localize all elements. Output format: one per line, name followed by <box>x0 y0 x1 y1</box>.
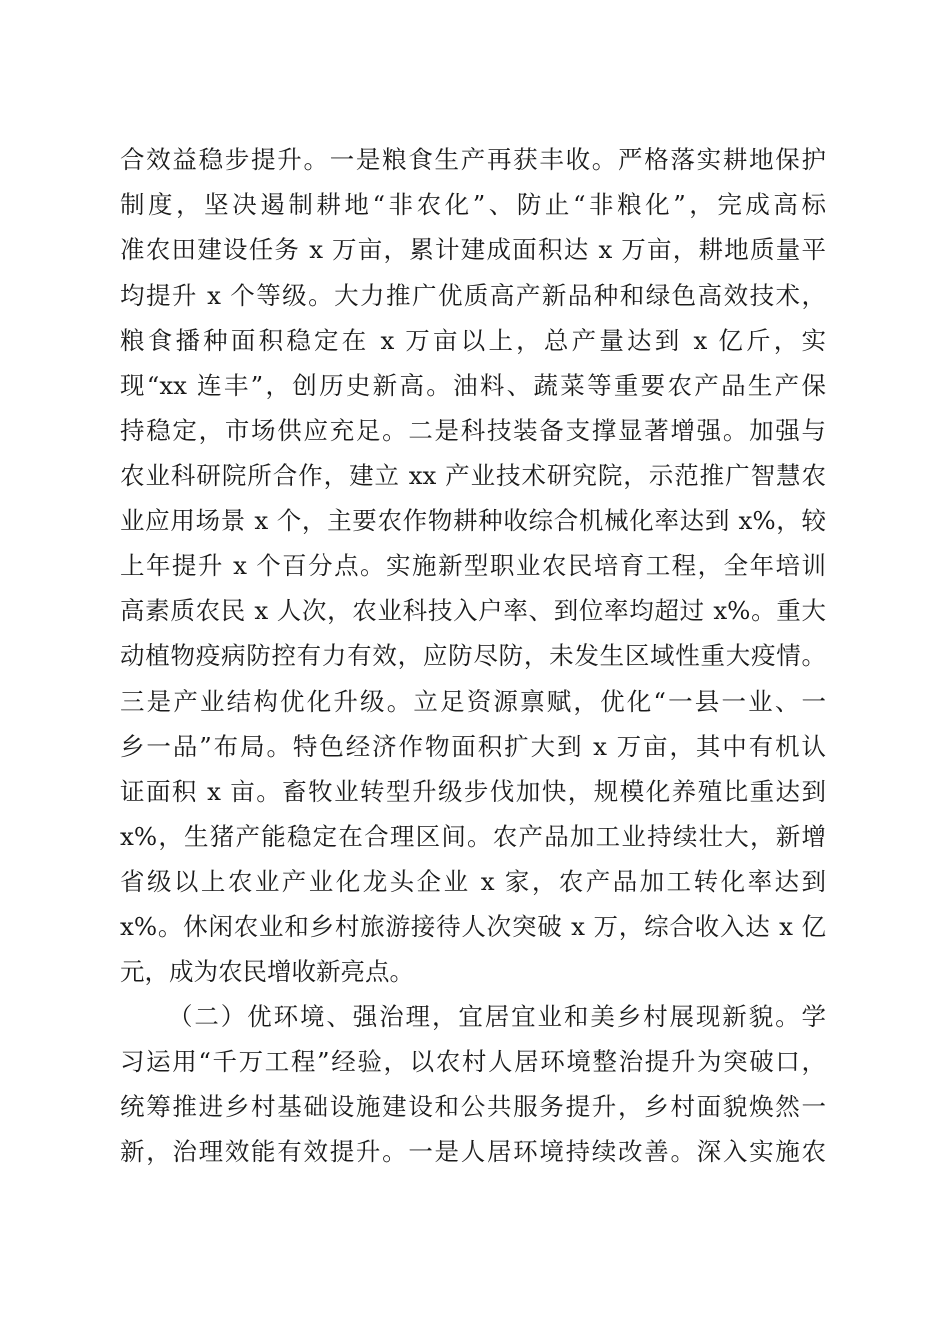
text-line: 新，治理效能有效提升。一是人居环境持续改善。深入实施农 <box>120 1137 826 1166</box>
text-line: 省级以上农业产业化龙头企业 x 家，农产品加工转化率达到 <box>120 867 826 896</box>
text-line: 动植物疫病防控有力有效，应防尽防，未发生区域性重大疫情。 <box>120 641 826 670</box>
section-heading-line: （二）优环境、强治理，宜居宜业和美乡村展现新貌。学 <box>168 1002 826 1031</box>
text-line: 三是产业结构优化升级。立足资源禀赋，优化“一县一业、一 <box>120 687 826 716</box>
text-line: x%。休闲农业和乡村旅游接待人次突破 x 万，综合收入达 x 亿 <box>120 912 826 941</box>
text-line: x%，生猪产能稳定在合理区间。农产品加工业持续壮大，新增 <box>120 822 826 851</box>
text-line: 元，成为农民增收新亮点。 <box>120 957 414 986</box>
text-line: 上年提升 x 个百分点。实施新型职业农民培育工程，全年培训 <box>120 551 826 580</box>
text-line: 制度，坚决遏制耕地“非农化”、防止“非粮化”，完成高标 <box>120 190 826 219</box>
text-line: 农业科研院所合作，建立 xx 产业技术研究院，示范推广智慧农 <box>120 461 826 490</box>
text-line: 习运用“千万工程”经验，以农村人居环境整治提升为突破口， <box>120 1047 826 1076</box>
text-line: 统筹推进乡村基础设施建设和公共服务提升，乡村面貌焕然一 <box>120 1092 826 1121</box>
text-line: 现“xx 连丰”，创历史新高。油料、蔬菜等重要农产品生产保 <box>120 371 826 400</box>
text-line: 准农田建设任务 x 万亩，累计建成面积达 x 万亩，耕地质量平 <box>120 235 826 264</box>
text-line: 乡一品”布局。特色经济作物面积扩大到 x 万亩，其中有机认 <box>120 732 826 761</box>
text-line: 业应用场景 x 个，主要农作物耕种收综合机械化率达到 x%，较 <box>120 506 826 535</box>
text-line: 粮食播种面积稳定在 x 万亩以上，总产量达到 x 亿斤，实 <box>120 326 826 355</box>
text-line: 持稳定，市场供应充足。二是科技装备支撑显著增强。加强与 <box>120 416 826 445</box>
text-line: 证面积 x 亩。畜牧业转型升级步伐加快，规模化养殖比重达到 <box>120 777 826 806</box>
text-line: 高素质农民 x 人次，农业科技入户率、到位率均超过 x%。重大 <box>120 596 826 625</box>
text-line: 合效益稳步提升。一是粮食生产再获丰收。严格落实耕地保护 <box>120 145 826 174</box>
text-line: 均提升 x 个等级。大力推广优质高产新品种和绿色高效技术， <box>120 281 826 310</box>
